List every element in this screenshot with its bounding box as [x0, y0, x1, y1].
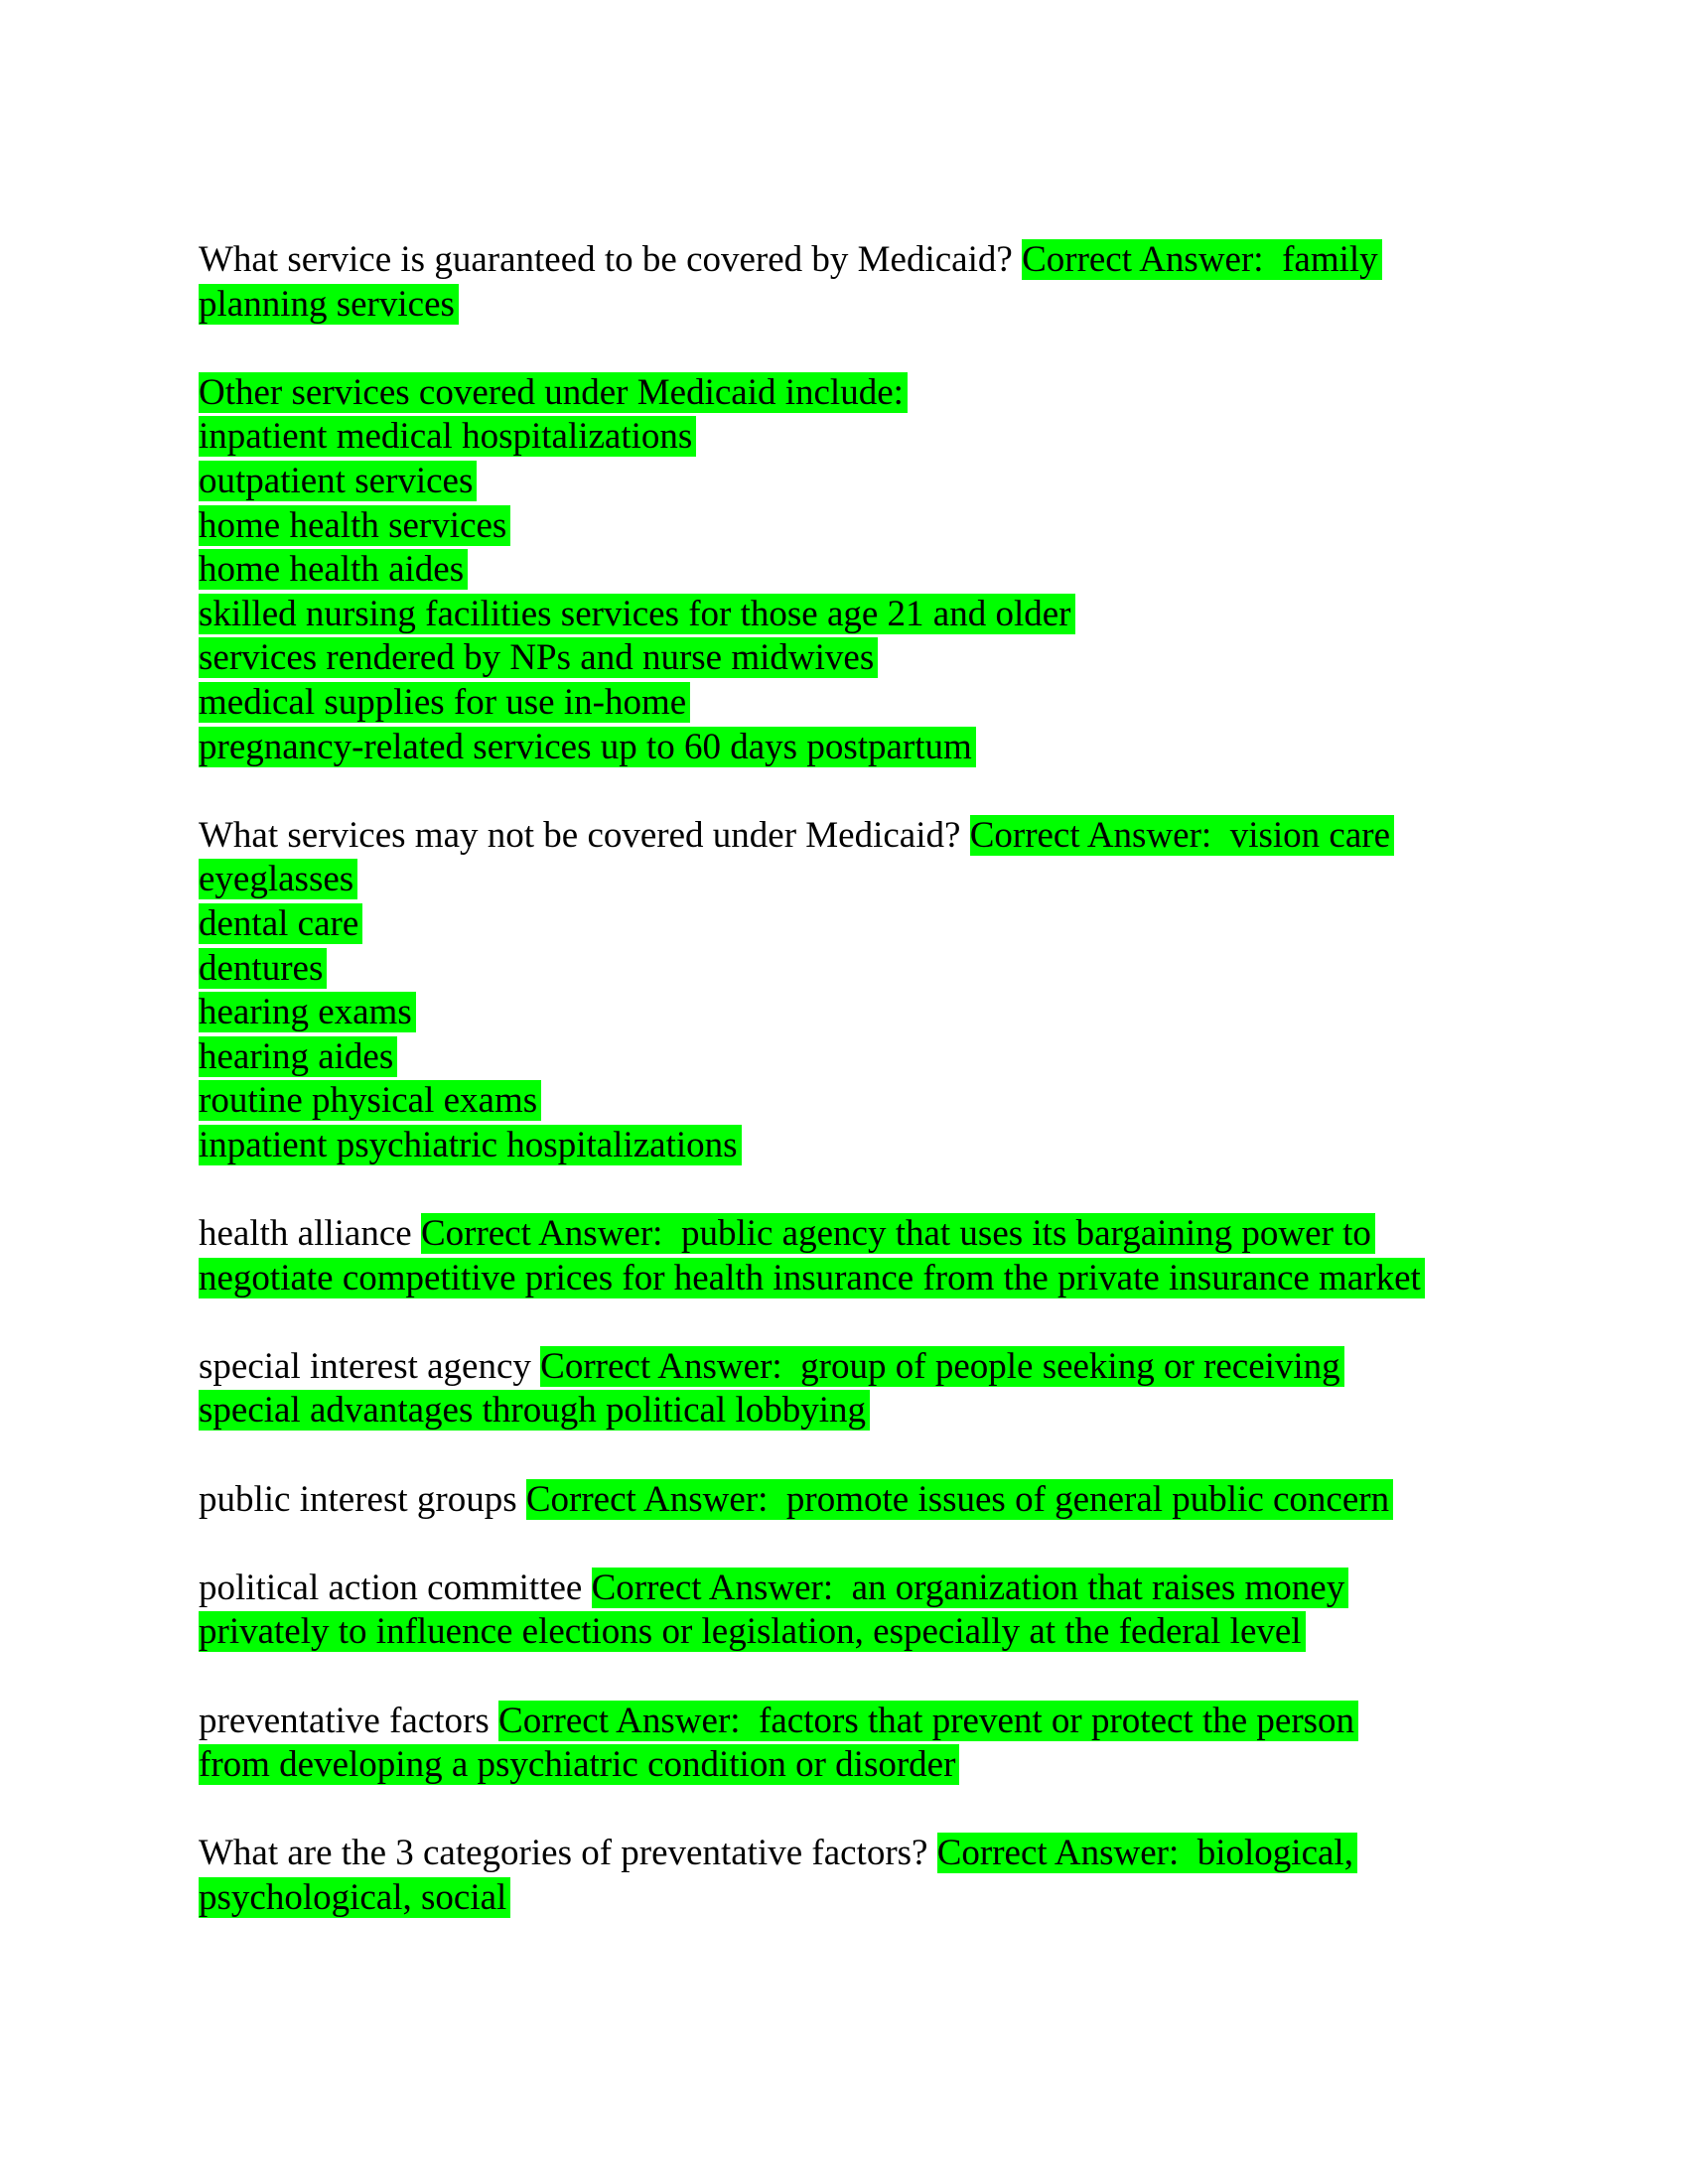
qa-line — [199, 1389, 1489, 1433]
list-item-text: dentures — [199, 948, 327, 989]
list-item-text: skilled nursing facilities services for those age 21 and older — [199, 594, 1075, 634]
question-text: What services may not be covered under Medicaid? — [199, 814, 961, 856]
qa-line — [199, 1700, 1489, 1744]
answer-highlight: Correct Answer: an organization that raises money — [592, 1568, 1349, 1608]
list-item — [199, 636, 1489, 681]
qa-item-medicaid-guaranteed — [199, 238, 1489, 327]
qa-line — [199, 283, 1489, 328]
qa-line — [199, 1876, 1489, 1921]
qa-item-special-interest-agency — [199, 1345, 1489, 1433]
list-item-text: home health aides — [199, 549, 468, 590]
question-text: preventative factors — [199, 1700, 490, 1741]
list-item-text: routine physical exams — [199, 1080, 541, 1121]
qa-line — [199, 1743, 1489, 1788]
question-text: political action committee — [199, 1567, 583, 1608]
qa-line — [199, 1832, 1489, 1876]
list-item — [199, 726, 1489, 770]
answer-highlight: planning services — [199, 284, 459, 325]
qa-line — [199, 1212, 1489, 1257]
question-text: What are the 3 categories of preventative factors? — [199, 1833, 928, 1874]
list-item-text: inpatient medical hospitalizations — [199, 416, 696, 457]
list-item-text: outpatient services — [199, 461, 477, 501]
list-item — [199, 991, 1489, 1035]
answer-highlight: from developing a psychiatric condition or disorder — [199, 1744, 959, 1785]
list-item — [199, 415, 1489, 460]
answer-highlight: Correct Answer: group of people seeking or receiving — [540, 1346, 1344, 1387]
qa-item-health-alliance — [199, 1212, 1489, 1300]
answer-highlight: Correct Answer: factors that prevent or protect the person — [498, 1701, 1358, 1741]
answer-highlight: Correct Answer: vision care — [970, 815, 1394, 856]
list-item-text: inpatient psychiatric hospitalizations — [199, 1125, 742, 1165]
question-text: public interest groups — [199, 1478, 517, 1520]
list-item — [199, 593, 1489, 637]
qa-item-medicaid-other-services — [199, 371, 1489, 769]
list-item — [199, 1035, 1489, 1080]
qa-line — [199, 1257, 1489, 1301]
qa-item-preventative-factors — [199, 1700, 1489, 1788]
list-item — [199, 460, 1489, 504]
question-text: special interest agency — [199, 1345, 531, 1387]
qa-item-medicaid-not-covered — [199, 814, 1489, 1168]
list-item-text: home health services — [199, 505, 510, 546]
list-item — [199, 902, 1489, 947]
answer-highlight: psychological, social — [199, 1877, 510, 1918]
list-item-text: dental care — [199, 903, 362, 944]
list-item-text: eyeglasses — [199, 859, 357, 899]
qa-item-political-action-committee — [199, 1567, 1489, 1655]
question-text: health alliance — [199, 1213, 412, 1255]
list-item — [199, 947, 1489, 992]
list-item-text: hearing aides — [199, 1036, 397, 1077]
list-item — [199, 504, 1489, 549]
list-heading: Other services covered under Medicaid include: — [199, 372, 908, 413]
list-item-text: medical supplies for use in-home — [199, 682, 690, 723]
qa-line — [199, 814, 1489, 859]
qa-line — [199, 371, 1489, 416]
answer-highlight: Correct Answer: family — [1022, 239, 1382, 280]
qa-item-preventative-categories — [199, 1832, 1489, 1920]
answer-highlight: Correct Answer: biological, — [937, 1833, 1357, 1873]
qa-item-public-interest-groups — [199, 1478, 1489, 1523]
list-item — [199, 681, 1489, 726]
qa-line — [199, 1567, 1489, 1611]
qa-line — [199, 238, 1489, 283]
qa-line — [199, 1478, 1489, 1523]
answer-highlight: special advantages through political lobbying — [199, 1390, 870, 1431]
list-item — [199, 548, 1489, 593]
answer-highlight: Correct Answer: public agency that uses its bargaining power to — [421, 1213, 1375, 1254]
answer-highlight: negotiate competitive prices for health insurance from the private insurance market — [199, 1258, 1425, 1298]
question-text: What service is guaranteed to be covered by Medicaid? — [199, 239, 1013, 280]
list-item-text: services rendered by NPs and nurse midwives — [199, 637, 878, 678]
list-item — [199, 1079, 1489, 1124]
list-item — [199, 1124, 1489, 1168]
list-item-text: hearing exams — [199, 992, 416, 1032]
document-body — [199, 238, 1489, 1965]
answer-highlight: privately to influence elections or legislation, especially at the federal level — [199, 1611, 1306, 1652]
answer-highlight: Correct Answer: promote issues of general public concern — [526, 1479, 1393, 1520]
list-item-text: pregnancy-related services up to 60 days postpartum — [199, 727, 976, 767]
qa-line — [199, 1345, 1489, 1390]
qa-line — [199, 1610, 1489, 1655]
list-item — [199, 858, 1489, 902]
